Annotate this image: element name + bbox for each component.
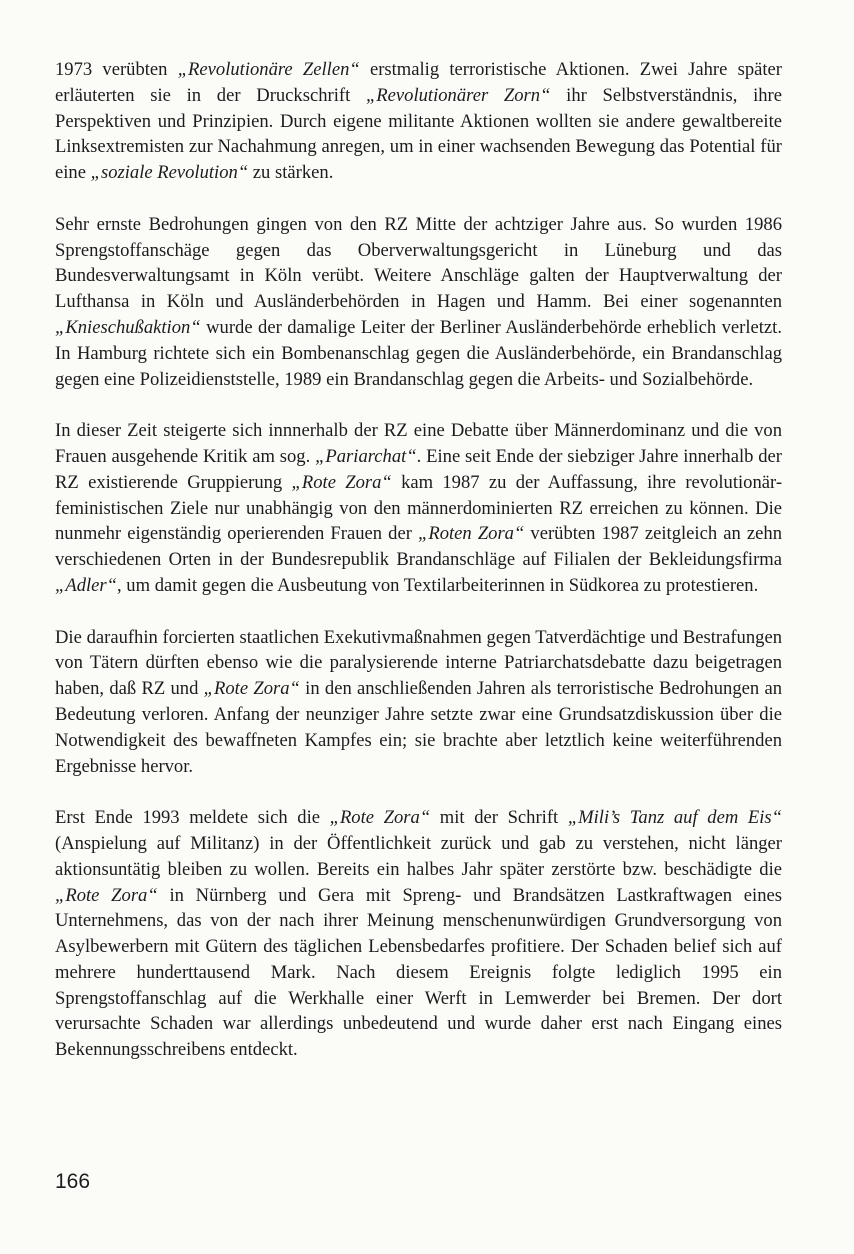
paragraph-2 [55, 212, 782, 393]
text-segment: , um damit gegen die Ausbeutung von Textilarbeiterinnen in Südkorea zu protestieren. [117, 574, 759, 596]
text-segment-italic: „Mili’s Tanz auf dem Eis“ [567, 807, 782, 829]
text-segment: mit der Schrift [430, 807, 568, 829]
text-segment: erstmalig terroristische Aktionen. Zwei Jahre später erläuterten sie in der Druckschrift [55, 59, 782, 106]
text-segment: 1973 verübten [55, 59, 178, 80]
text-segment: ihr Selbstverständnis, ihre Perspektiven und Prinzipien. Durch eigene militante Aktionen wollten sie andere gewaltbereite Linksextremisten zur Nachahmung anregen, um in einer wachsenden Bewegung das Potential für eine [55, 84, 782, 184]
text-segment-italic: „Rote Zora“ [329, 807, 431, 829]
text-segment: (Anspielung auf Militanz) in der Öffentlichkeit zurück und gab zu verstehen, nicht länger aktionsuntätig bleiben zu wollen. Bereits ein halbes Jahr später zerstörte bzw. beschädigte die [55, 832, 782, 880]
text-segment-italic: „soziale Revolution“ [90, 162, 249, 184]
text-segment: kam 1987 zu der Auffassung, ihre revolutionär-feministischen Ziele nur unabhängig von den männerdominierten RZ erreichen zu können. Die nunmehr eigenständig operierenden Frauen der [55, 471, 783, 545]
text-segment: zu stärken. [248, 162, 334, 184]
text-segment-italic: „Adler“ [55, 574, 117, 596]
text-segment-italic: „Rote Zora“ [203, 678, 300, 700]
text-segment: Sehr ernste Bedrohungen gingen von den RZ Mitte der achtziger Jahre aus. So wurden 1986 Sprengstoffanschäge gegen das Oberverwaltungsgericht in Lüneburg und das Bundesverwaltungsamt in Köln verübt. Weitere Anschläge galten der Hauptverwaltung der Lufthansa in Köln und Ausländerbehörden in Hagen und Hamm. Bei einer sogenannten [55, 213, 782, 313]
paragraph-5 [55, 805, 782, 1063]
page-number: 166 [55, 1170, 91, 1193]
paragraph-1 [55, 57, 782, 186]
text-segment-italic: „Rote Zora“ [291, 471, 392, 493]
paragraph-3 [55, 418, 782, 599]
text-segment: . Eine seit Ende der siebziger Jahre innerhalb der RZ existierende Gruppierung [55, 445, 782, 493]
text-segment-italic: „Revolutionärer Zorn“ [365, 84, 551, 106]
text-segment-italic: „Knieschußaktion“ [55, 316, 201, 338]
text-segment-italic: „Revolutionäre Zellen“ [177, 59, 360, 80]
text-segment: in den anschließenden Jahren als terroristische Bedrohungen an Bedeutung verloren. Anfang der neunziger Jahre setzte zwar eine Grundsatzdiskussion über die Notwendigkeit des bewaffneten Kampfes ein; sie brachte aber letztlich keine weiterführenden Ergebnisse hervor. [55, 678, 782, 777]
text-segment: in Nürnberg und Gera mit Spreng- und Brandsätzen Lastkraftwagen eines Unternehmens, das von der nach ihrer Meinung menschenunwürdigen Grundversorgung von Asylbewerbern mit Gütern des täglichen Lebensbedarfes profitiere. Der Schaden belief sich auf mehrere hunderttausend Mark. Nach diesem Ereignis folgte lediglich 1995 ein Sprengstoffanschlag auf die Werkhalle einer Werft in Lemwerder bei Bremen. Der dort verursachte Schaden war allerdings unbedeutend und wurde daher erst nach Eingang eines Bekennungsschreibens entdeckt. [55, 884, 782, 1061]
page-body [55, 57, 782, 1063]
paragraph-4 [55, 625, 782, 780]
text-segment-italic: „Rote Zora“ [55, 884, 158, 906]
text-segment-italic: „Roten Zora“ [418, 523, 525, 545]
text-segment: Erst Ende 1993 meldete sich die [55, 807, 330, 829]
text-segment: verübten 1987 zeitgleich an zehn verschiedenen Orten in der Bundesrepublik Brandanschläge auf Filialen der Bekleidungsfirma [55, 523, 782, 571]
text-segment: In dieser Zeit steigerte sich innnerhalb der RZ eine Debatte über Männerdominanz und die von Frauen ausgehende Kritik am sog. [55, 420, 782, 467]
text-segment: wurde der damalige Leiter der Berliner Ausländerbehörde erheblich verletzt. In Hamburg richtete sich ein Bombenanschlag gegen die Ausländerbehörde, ein Brandanschlag gegen eine Polizeidienststelle, 1989 ein Brandanschlag gegen die Arbeits- und Sozialbehörde. [55, 316, 782, 390]
text-segment-italic: „Pariarchat“ [315, 445, 417, 467]
text-segment: Die daraufhin forcierten staatlichen Exekutivmaßnahmen gegen Tatverdächtige und Bestrafungen von Tätern dürften ebenso wie die paralysierende interne Patriarchatsdebatte dazu beigetragen haben, daß RZ und [55, 626, 782, 700]
